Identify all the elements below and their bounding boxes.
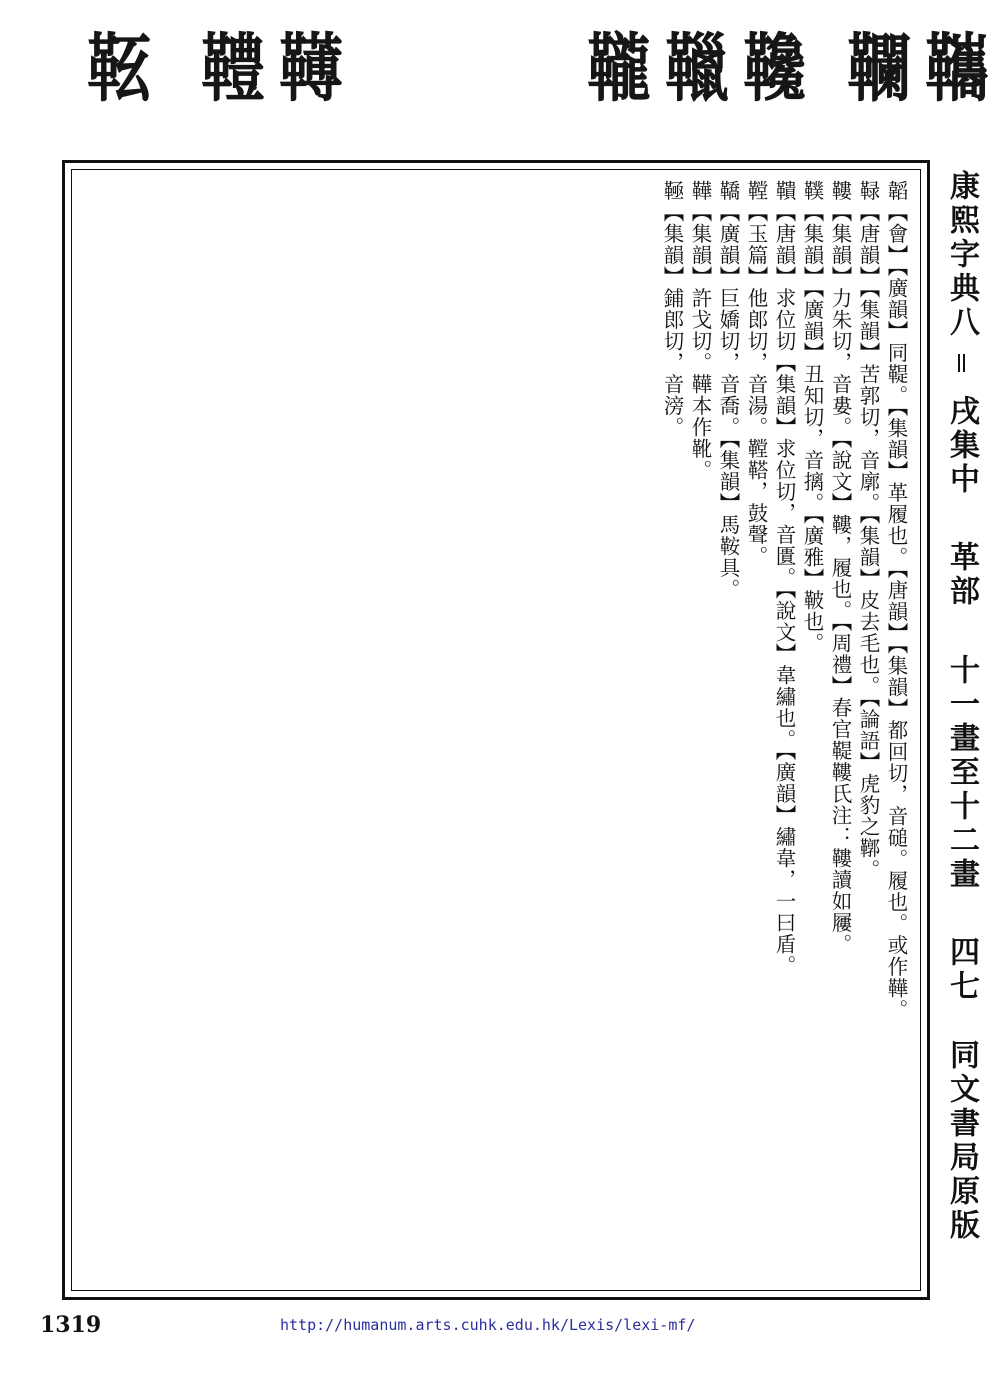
- entry-paragraph: 鞼【唐韻】求位切【集韻】求位切，音匱。【說文】韋繡也。【廣韻】繡韋，一曰盾。: [772, 180, 796, 977]
- seal-character: 䪆: [201, 26, 265, 113]
- header-divider: [938, 354, 984, 372]
- running-header: [938, 170, 984, 1300]
- collection-section: 戌集中: [944, 394, 979, 497]
- seal-header: [60, 15, 989, 125]
- seal-character: 䪌: [743, 26, 807, 113]
- entry-paragraph: 䪁【集韻】【廣韻】丑知切，音摛。【廣雅】鞁也。: [800, 180, 824, 654]
- entry-paragraph: 鞾【集韻】許戈切。鞾本作靴。: [688, 180, 712, 481]
- dictionary-page-frame: [62, 160, 930, 1300]
- publisher-label: 同文書局原版: [944, 1038, 979, 1243]
- inner-border: [71, 169, 921, 1291]
- entry-paragraph: 䩮【唐韻】【集韻】苦郭切，音廓。【集韻】皮去毛也。【論語】虎豹之鞹。: [856, 180, 880, 881]
- seal-character: 䪊: [587, 26, 651, 113]
- seal-character: 䪍: [847, 26, 911, 113]
- book-title: 康熙字典: [944, 170, 979, 306]
- entry-paragraph: 鞻【集韻】力朱切，音婁。【說文】鞻，履也。【周禮】春官鞮鞻氏注：鞻讀如屨。: [828, 180, 852, 955]
- seal-group-right: [580, 25, 996, 115]
- entry-paragraph: 鞽【廣韻】巨嬌切，音喬。【集韻】馬鞍具。: [716, 180, 740, 600]
- seal-character: 䪉: [665, 26, 729, 113]
- seal-character: 䪎: [925, 26, 989, 113]
- seal-group-left: [80, 25, 350, 115]
- entry-paragraph: 韜【會】【廣韻】同鞮。【集韻】革履也。【唐韻】【集韻】都回切，音磓。履也。或作鞾。: [884, 180, 908, 1021]
- entry-paragraph: 鞺【玉篇】他郎切，音湯。鞺鞳，鼓聲。: [744, 180, 768, 567]
- entry-paragraph: 䩯【集韻】鋪郎切，音滂。: [660, 180, 684, 438]
- seal-character: 䪇: [279, 26, 343, 113]
- radical-label: 革部: [944, 541, 979, 610]
- page-number: 1319: [40, 1312, 102, 1338]
- leaf-number: 四七: [944, 936, 979, 1005]
- stroke-range: 十一畫至十二畫: [944, 653, 979, 892]
- source-link[interactable]: http://humanum.arts.cuhk.edu.hk/Lexis/lexi-mf/: [280, 1316, 696, 1334]
- volume-number: 八: [944, 306, 979, 340]
- dictionary-body: [82, 180, 910, 1280]
- seal-character: 䩘: [87, 26, 151, 113]
